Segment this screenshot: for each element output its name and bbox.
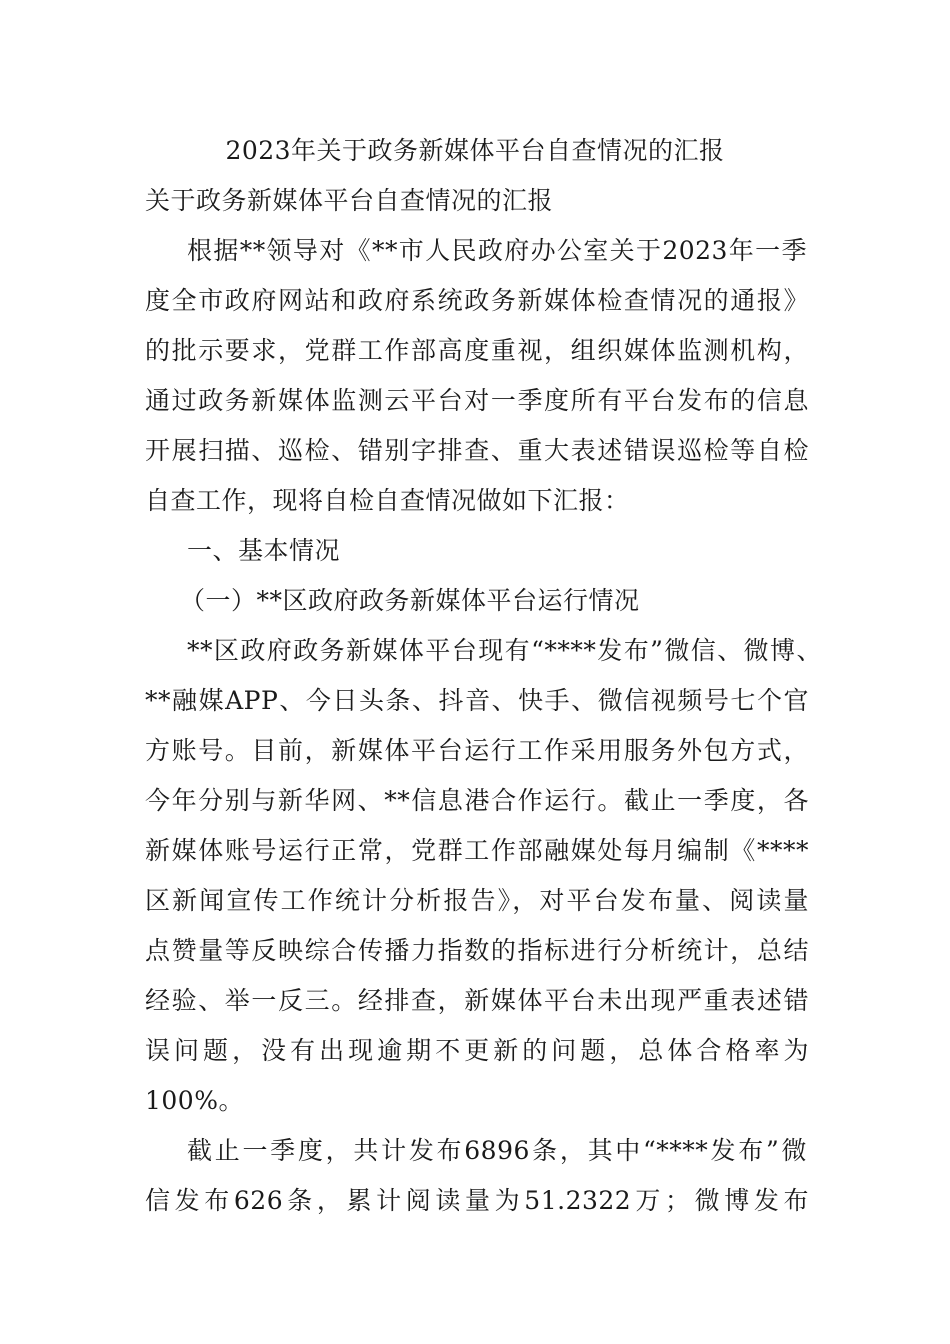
- paragraph-line: 100%。: [145, 1086, 244, 1115]
- paragraph-line: 自查工作，现将自检自查情况做如下汇报：: [145, 486, 630, 515]
- paragraph-line: 方账号。目前，新媒体平台运行工作采用服务外包方式，: [145, 736, 809, 765]
- subsection-heading: （一）**区政府政务新媒体平台运行情况: [180, 586, 640, 615]
- document-title: 2023年关于政务新媒体平台自查情况的汇报: [225, 136, 725, 165]
- paragraph-line: 点赞量等反映综合传播力指数的指标进行分析统计，总结: [145, 936, 809, 965]
- document-subtitle: 关于政务新媒体平台自查情况的汇报: [145, 186, 554, 215]
- paragraph-line: **区政府政务新媒体平台现有“****发布”微信、微博、: [187, 636, 822, 665]
- paragraph-line: 区新闻宣传工作统计分析报告》，对平台发布量、阅读量: [145, 886, 809, 915]
- paragraph-line: 信发布626条，累计阅读量为51.2322万；微博发布: [145, 1186, 809, 1215]
- paragraph-line: 新媒体账号运行正常，党群工作部融媒处每月编制《****: [145, 836, 809, 865]
- paragraph-line: 通过政务新媒体监测云平台对一季度所有平台发布的信息: [145, 386, 809, 415]
- paragraph-line: 的批示要求，党群工作部高度重视，组织媒体监测机构，: [145, 336, 809, 365]
- paragraph-line: 开展扫描、巡检、错别字排查、重大表述错误巡检等自检: [145, 436, 809, 465]
- paragraph-line: 度全市政府网站和政府系统政务新媒体检查情况的通报》: [145, 286, 809, 315]
- paragraph-line: 经验、举一反三。经排查，新媒体平台未出现严重表述错: [145, 986, 809, 1015]
- paragraph-line: 根据**领导对《**市人民政府办公室关于2023年一季: [187, 236, 807, 265]
- paragraph-line: 误问题，没有出现逾期不更新的问题，总体合格率为: [145, 1036, 809, 1065]
- paragraph-line: **融媒APP、今日头条、抖音、快手、微信视频号七个官: [145, 686, 809, 715]
- paragraph-line: 今年分别与新华网、**信息港合作运行。截止一季度，各: [145, 786, 809, 815]
- section-heading: 一、基本情况: [187, 536, 341, 565]
- paragraph-line: 截止一季度，共计发布6896条，其中“****发布”微: [187, 1136, 807, 1165]
